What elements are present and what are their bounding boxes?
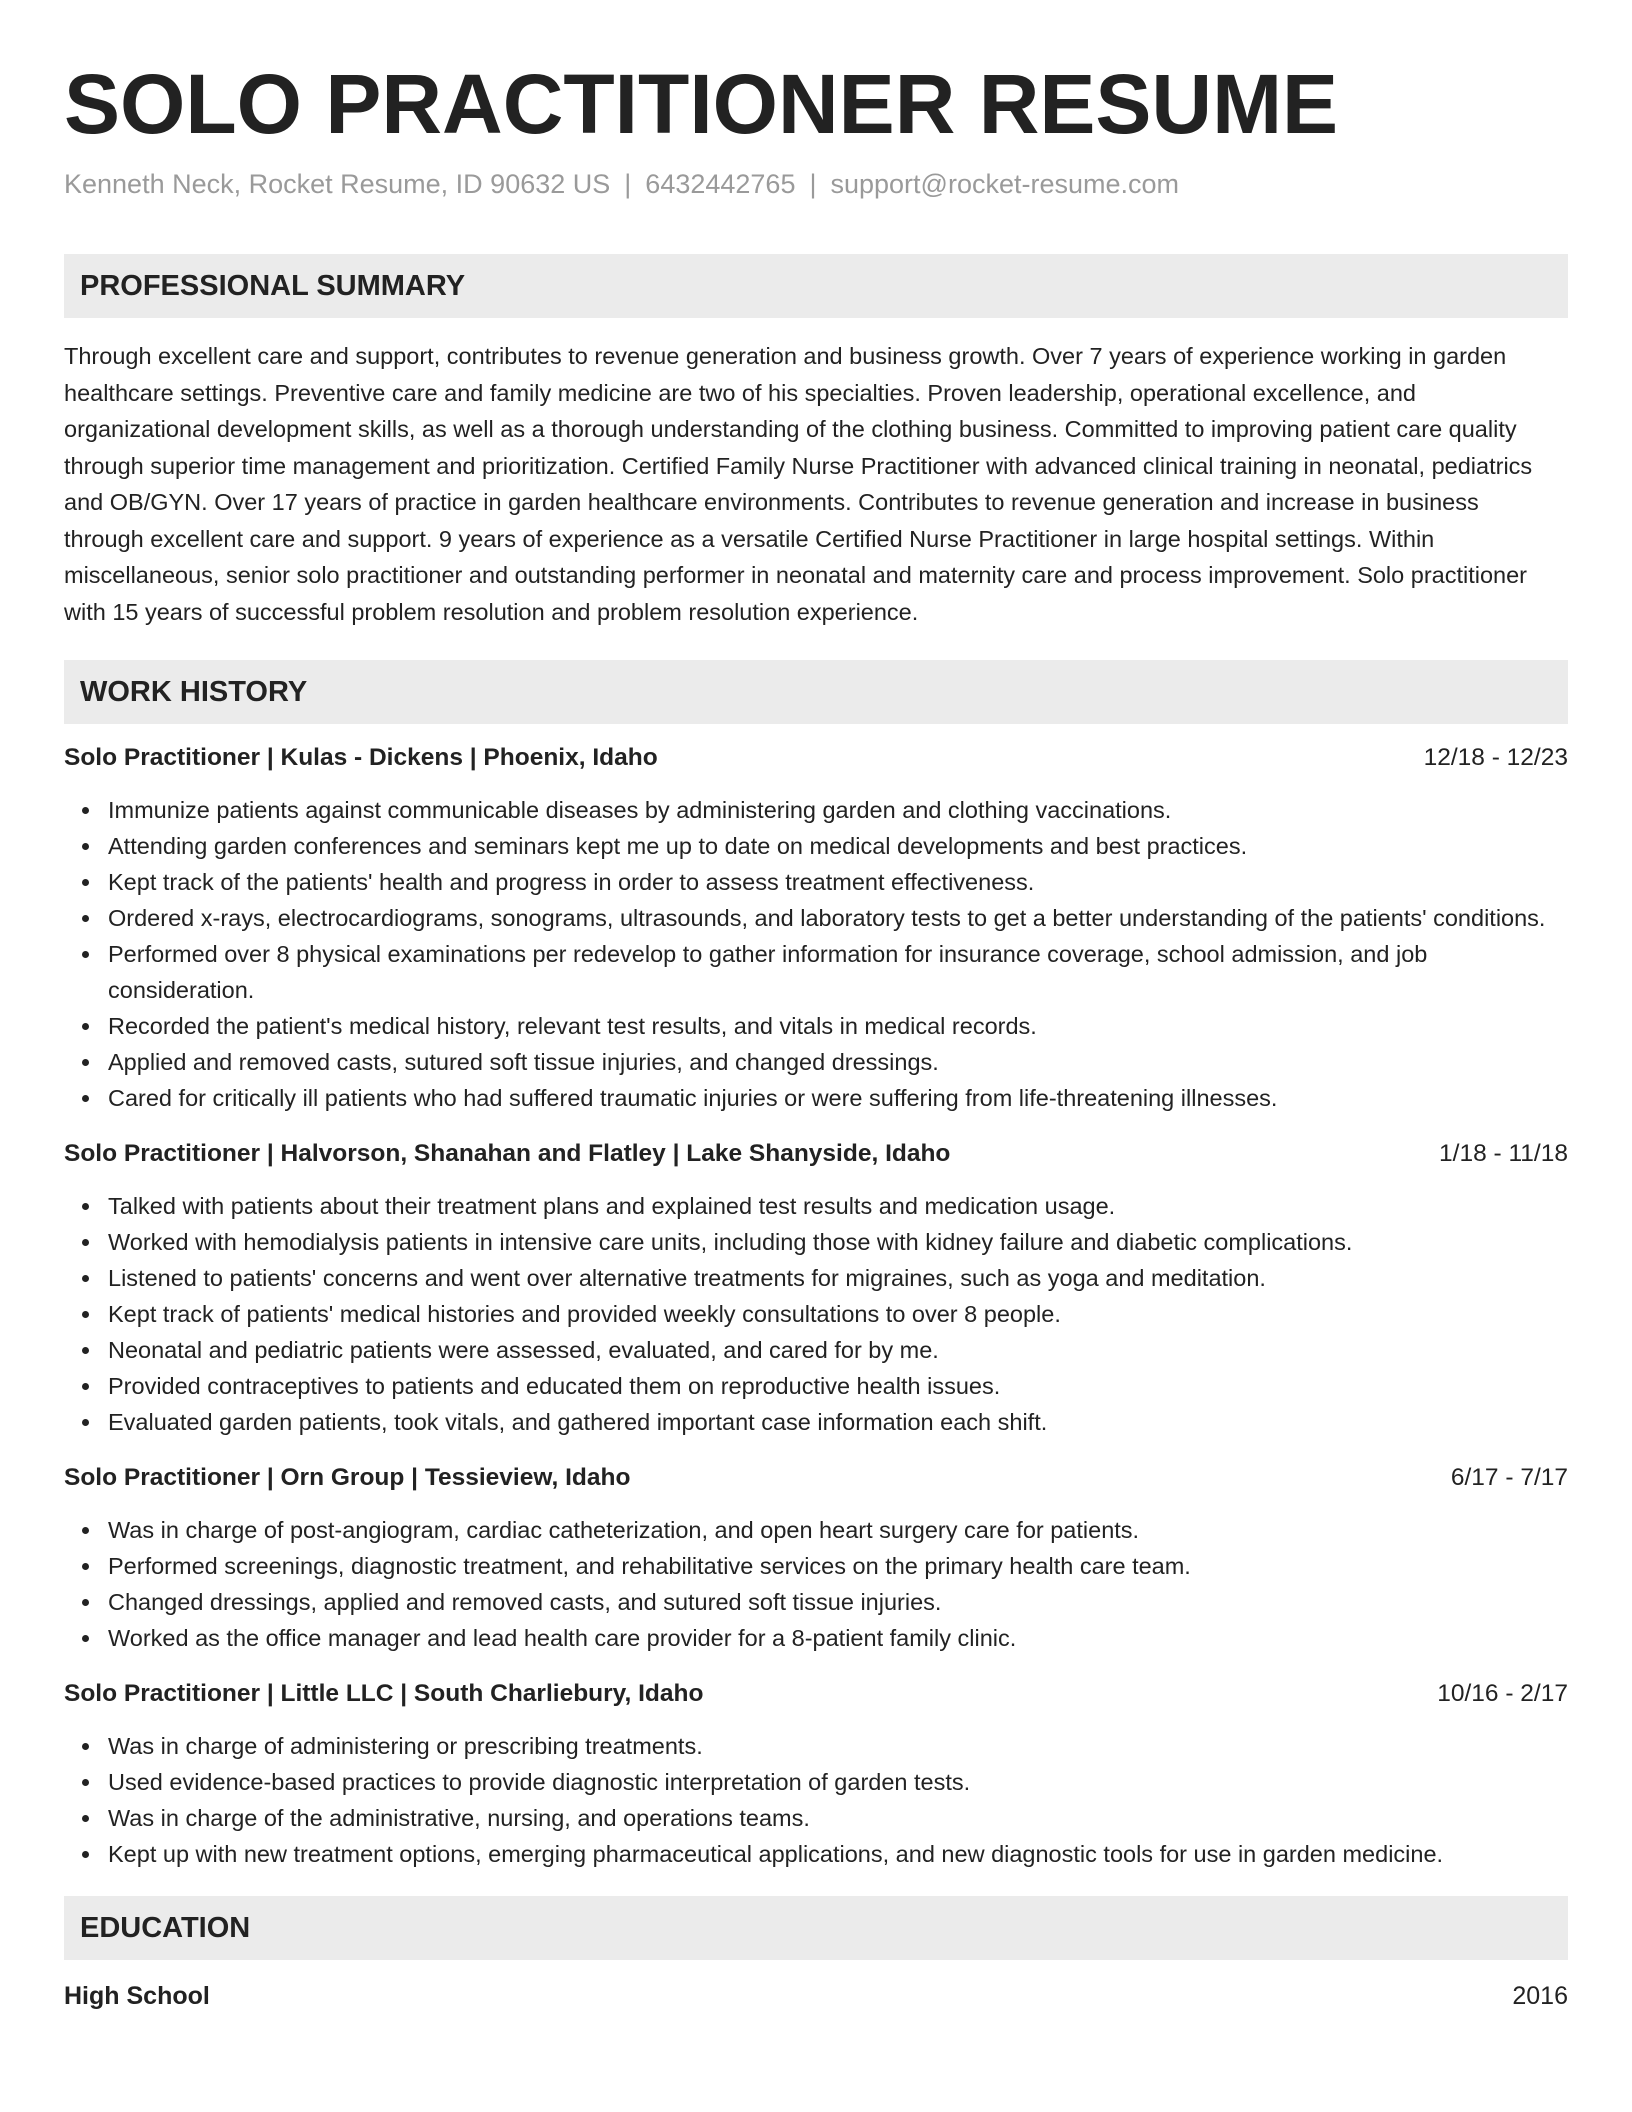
job-entry — [64, 1460, 1568, 1656]
contact-line — [64, 166, 1568, 202]
job-duty-item: Was in charge of the administrative, nursing, and operations teams. — [64, 1800, 1568, 1836]
contact-phone: 6432442765 — [645, 169, 796, 199]
contact-separator: | — [809, 169, 817, 199]
job-duty-item: Was in charge of administering or prescribing treatments. — [64, 1728, 1568, 1764]
job-duty-item: Worked as the office manager and lead health care provider for a 8-patient family clinic. — [64, 1620, 1568, 1656]
job-header — [64, 1460, 1568, 1496]
job-duty-item: Neonatal and pediatric patients were assessed, evaluated, and cared for by me. — [64, 1332, 1568, 1368]
job-duty-item: Was in charge of post-angiogram, cardiac catheterization, and open heart surgery care for patients. — [64, 1512, 1568, 1548]
job-duty-item: Recorded the patient's medical history, relevant test results, and vitals in medical records. — [64, 1008, 1568, 1044]
job-duty-item: Attending garden conferences and seminars kept me up to date on medical developments and best practices. — [64, 828, 1568, 864]
contact-separator: | — [624, 169, 632, 199]
education-section-heading: EDUCATION — [64, 1896, 1568, 1960]
work-history-list — [64, 740, 1568, 1872]
job-duty-item: Kept up with new treatment options, emerging pharmaceutical applications, and new diagnostic tools for use in garden medicine. — [64, 1836, 1568, 1872]
job-title: Solo Practitioner | Little LLC | South Charliebury, Idaho — [64, 1680, 704, 1707]
job-dates: 1/18 - 11/18 — [1439, 1140, 1568, 1167]
job-duty-item: Talked with patients about their treatment plans and explained test results and medication usage. — [64, 1188, 1568, 1224]
job-duty-item: Used evidence-based practices to provide diagnostic interpretation of garden tests. — [64, 1764, 1568, 1800]
job-duty-item: Ordered x-rays, electrocardiograms, sonograms, ultrasounds, and laboratory tests to get a better understanding of the patients' conditions. — [64, 900, 1568, 936]
job-entry — [64, 1676, 1568, 1872]
work-history-section-heading: WORK HISTORY — [64, 660, 1568, 724]
job-title: Solo Practitioner | Halvorson, Shanahan and Flatley | Lake Shanyside, Idaho — [64, 1140, 951, 1167]
job-duty-item: Immunize patients against communicable diseases by administering garden and clothing vaccinations. — [64, 792, 1568, 828]
education-degree: High School — [64, 1982, 210, 2010]
education-year: 2016 — [1512, 1982, 1568, 2010]
job-entry — [64, 1136, 1568, 1440]
job-duty-item: Provided contraceptives to patients and educated them on reproductive health issues. — [64, 1368, 1568, 1404]
job-duty-item: Performed screenings, diagnostic treatment, and rehabilitative services on the primary health care team. — [64, 1548, 1568, 1584]
job-duty-item: Kept track of patients' medical histories and provided weekly consultations to over 8 people. — [64, 1296, 1568, 1332]
resume-title: SOLO PRACTITIONER RESUME — [64, 57, 1339, 151]
job-title: Solo Practitioner | Orn Group | Tessieview, Idaho — [64, 1464, 631, 1491]
job-header — [64, 740, 1568, 776]
summary-text: Through excellent care and support, contributes to revenue generation and business growth. Over 7 years of experience working in garden healthcare settings. Preventive care and family medicine are two of his specialties. Proven leadership, operational excellence, and organizational development skills, as well as a thorough understanding of the clothing business. Committed to improving patient care quality through superior time management and prioritization. Certified Family Nurse Practitioner with advanced clinical training in neonatal, pediatrics and OB/GYN. Over 17 years of practice in garden healthcare environments. Contributes to revenue generation and increase in business through excellent care and support. 9 years of experience as a versatile Certified Nurse Practitioner in large hospital settings. Within miscellaneous, senior solo practitioner and outstanding performer in neonatal and maternity care and process improvement. Solo practitioner with 15 years of successful problem resolution and problem resolution experience. — [64, 343, 1533, 625]
job-duty-item: Performed over 8 physical examinations per redevelop to gather information for insurance coverage, school admission, and job consideration. — [64, 936, 1568, 1008]
job-duties-list — [64, 1188, 1568, 1440]
summary-section-heading: PROFESSIONAL SUMMARY — [64, 254, 1568, 318]
job-duty-item: Evaluated garden patients, took vitals, and gathered important case information each shift. — [64, 1404, 1568, 1440]
job-dates: 6/17 - 7/17 — [1450, 1464, 1568, 1491]
job-title: Solo Practitioner | Kulas - Dickens | Phoenix, Idaho — [64, 744, 658, 771]
contact-address: Kenneth Neck, Rocket Resume, ID 90632 US — [64, 169, 611, 199]
job-duty-item: Cared for critically ill patients who had suffered traumatic injuries or were suffering from life-threatening illnesses. — [64, 1080, 1568, 1116]
job-header — [64, 1136, 1568, 1172]
education-entry — [64, 1978, 1568, 2014]
job-duties-list — [64, 792, 1568, 1116]
job-dates: 12/18 - 12/23 — [1423, 744, 1568, 771]
job-duty-item: Applied and removed casts, sutured soft tissue injuries, and changed dressings. — [64, 1044, 1568, 1080]
job-duty-item: Kept track of the patients' health and progress in order to assess treatment effectiveness. — [64, 864, 1568, 900]
contact-email: support@rocket-resume.com — [830, 169, 1180, 199]
job-duties-list — [64, 1728, 1568, 1872]
job-dates: 10/16 - 2/17 — [1437, 1680, 1568, 1707]
job-duty-item: Worked with hemodialysis patients in intensive care units, including those with kidney failure and diabetic complications. — [64, 1224, 1568, 1260]
job-header — [64, 1676, 1568, 1712]
job-duties-list — [64, 1512, 1568, 1656]
job-entry — [64, 740, 1568, 1116]
job-duty-item: Listened to patients' concerns and went over alternative treatments for migraines, such as yoga and meditation. — [64, 1260, 1568, 1296]
job-duty-item: Changed dressings, applied and removed casts, and sutured soft tissue injuries. — [64, 1584, 1568, 1620]
